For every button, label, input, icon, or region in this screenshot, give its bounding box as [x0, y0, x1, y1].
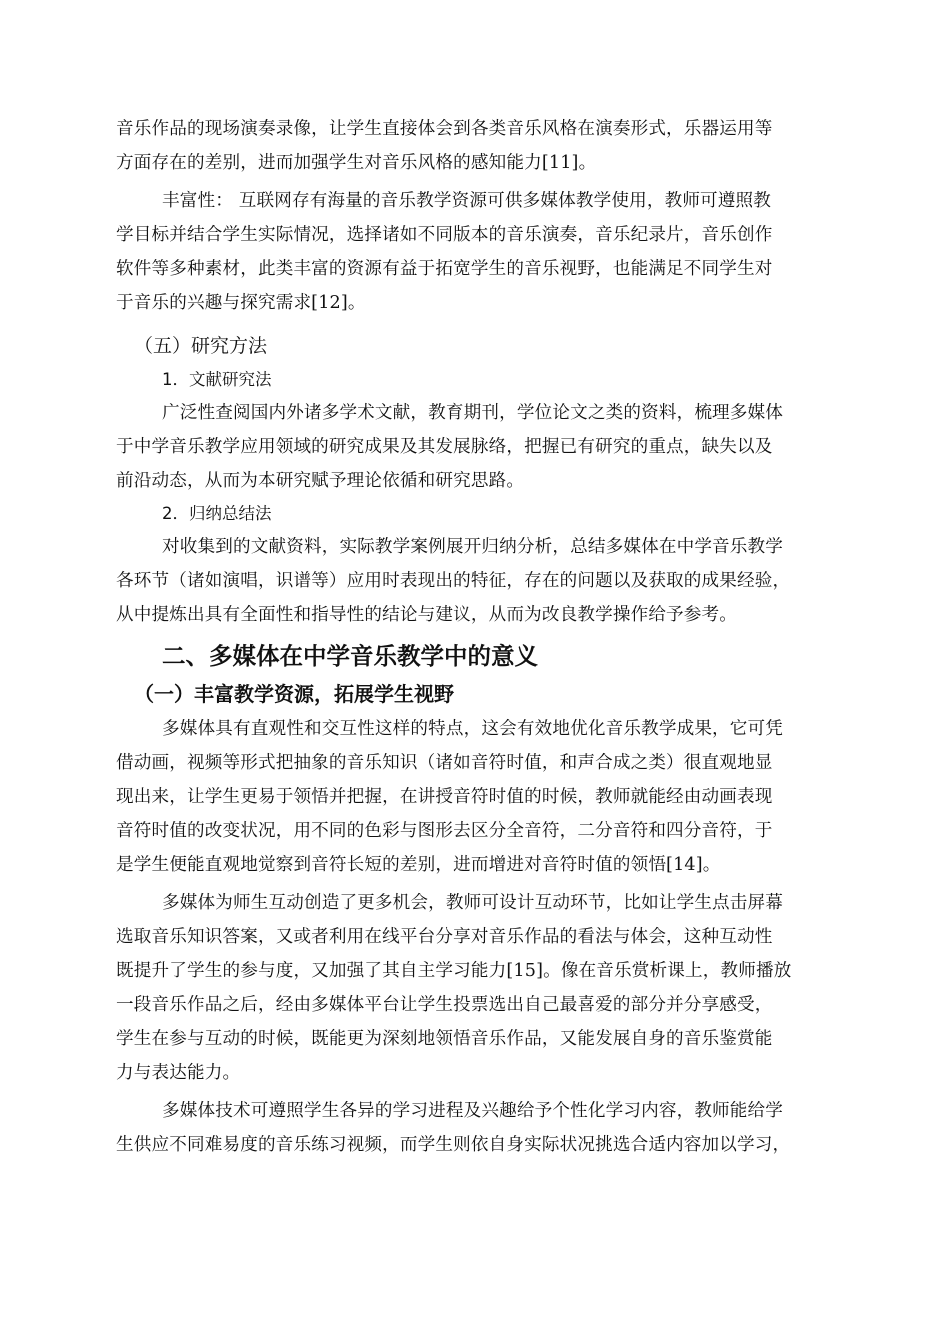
text-line: 于中学音乐教学应用领域的研究成果及其发展脉络，把握已有研究的重点，缺失以及 — [116, 437, 773, 457]
text-line: 于音乐的兴趣与探究需求[12]。 — [116, 293, 366, 313]
text-line: 现出来，让学生更易于领悟并把握，在讲授音符时值的时候，教师就能经由动画表现 — [116, 787, 773, 807]
paragraph-induction-method — [116, 530, 836, 632]
text-line: 丰富性： 互联网存有海量的音乐教学资源可供多媒体教学使用，教师可遵照教 — [162, 191, 772, 211]
text-line: 方面存在的差别，进而加强学生对音乐风格的感知能力[11]。 — [116, 153, 597, 173]
text-line: 力与表达能力。 — [116, 1063, 241, 1083]
text-line: 音乐作品的现场演奏录像，让学生直接体会到各类音乐风格在演奏形式，乐器运用等 — [116, 119, 773, 139]
text-line: 对收集到的文献资料，实际教学案例展开归纳分析，总结多媒体在中学音乐教学 — [162, 537, 784, 557]
heading-chapter-2: 二、多媒体在中学音乐教学中的意义 — [162, 642, 538, 670]
text-line: 音符时值的改变状况，用不同的色彩与图形去区分全音符，二分音符和四分音符，于 — [116, 821, 773, 841]
text-line: 学目标并结合学生实际情况，选择诸如不同版本的音乐演奏，音乐纪录片，音乐创作 — [116, 225, 773, 245]
heading-section-1: （一）丰富教学资源，拓展学生视野 — [134, 682, 454, 706]
paragraph-interaction — [116, 886, 836, 1090]
text-line: 前沿动态，从而为本研究赋予理论依循和研究思路。 — [116, 471, 525, 491]
text-line: 选取音乐知识答案，又或者利用在线平台分享对音乐作品的看法与体会，这种互动性 — [116, 927, 773, 947]
text-line: 一段音乐作品之后，经由多媒体平台让学生投票选出自己最喜爱的部分并分享感受， — [116, 995, 773, 1015]
text-line: 广泛性查阅国内外诸多学术文献，教育期刊，学位论文之类的资料，梳理多媒体 — [162, 403, 784, 423]
text-line: 借动画，视频等形式把抽象的音乐知识（诸如音符时值，和声合成之类）很直观地显 — [116, 753, 773, 773]
heading-literature-method: 1．文献研究法 — [162, 370, 272, 389]
text-line: 学生在参与互动的时候，既能更为深刻地领悟音乐作品，又能发展自身的音乐鉴赏能 — [116, 1029, 773, 1049]
paragraph-richness — [116, 184, 836, 320]
text-line: 多媒体技术可遵照学生各异的学习进程及兴趣给予个性化学习内容，教师能给学 — [162, 1101, 784, 1121]
text-line: 多媒体具有直观性和交互性这样的特点，这会有效地优化音乐教学成果，它可凭 — [162, 719, 784, 739]
text-line: 各环节（诸如演唱，识谱等）应用时表现出的特征，存在的问题以及获取的成果经验， — [116, 571, 791, 591]
paragraph-literature-method — [116, 396, 836, 498]
text-line: 从中提炼出具有全面性和指导性的结论与建议，从而为改良教学操作给予参考。 — [116, 605, 738, 625]
paragraph-intuitive-interactive — [116, 712, 836, 882]
text-line: 多媒体为师生互动创造了更多机会，教师可设计互动环节，比如让学生点击屏幕 — [162, 893, 784, 913]
heading-induction-method: 2．归纳总结法 — [162, 504, 272, 523]
text-line: 既提升了学生的参与度，又加强了其自主学习能力[15]。像在音乐赏析课上，教师播放 — [116, 961, 792, 981]
text-line: 是学生便能直观地觉察到音符长短的差别，进而增进对音符时值的领悟[14]。 — [116, 855, 721, 875]
text-line: 软件等多种素材，此类丰富的资源有益于拓宽学生的音乐视野，也能满足不同学生对 — [116, 259, 773, 279]
paragraph-personalized — [116, 1094, 836, 1162]
paragraph-performance-video — [116, 112, 836, 180]
heading-research-methods: （五）研究方法 — [134, 335, 268, 357]
page-body — [116, 112, 836, 1162]
text-line: 生供应不同难易度的音乐练习视频，而学生则依自身实际状况挑选合适内容加以学习， — [116, 1135, 791, 1155]
